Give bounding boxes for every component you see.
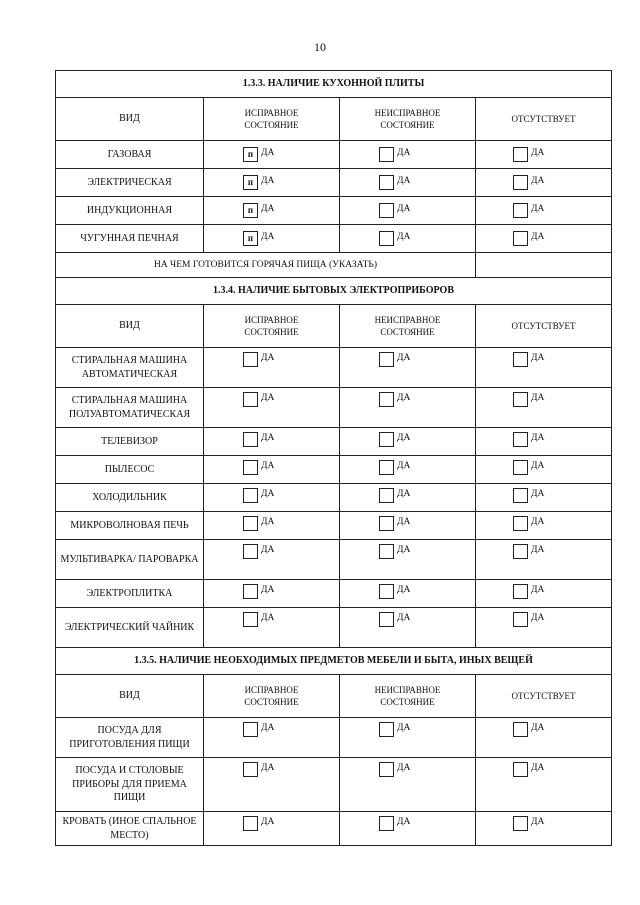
item-name: ПОСУДА ДЛЯ ПРИГОТОВЛЕНИЯ ПИЩИ [56, 718, 204, 758]
item-row [56, 718, 612, 758]
section_furniture-title-row [56, 648, 612, 675]
checkbox[interactable] [243, 392, 258, 407]
option-cell-working [204, 512, 340, 540]
option-cell-absent [476, 758, 612, 812]
option-cell-working [204, 718, 340, 758]
yes-label: ДА [531, 723, 545, 733]
option-cell-working [204, 169, 340, 197]
item-row [56, 540, 612, 580]
yes-label: ДА [531, 817, 545, 827]
checkbox[interactable] [513, 516, 528, 531]
checkbox[interactable] [243, 544, 258, 559]
checkbox[interactable]: п [243, 203, 258, 218]
yes-label: ДА [531, 148, 545, 158]
option-group [207, 460, 336, 475]
option-group [207, 147, 336, 162]
checkbox[interactable] [513, 231, 528, 246]
yes-label: ДА [397, 763, 411, 773]
yes-label: ДА [261, 393, 275, 403]
option-cell-working [204, 484, 340, 512]
item-name: ЭЛЕКТРИЧЕСКАЯ [56, 169, 204, 197]
checkbox[interactable] [243, 516, 258, 531]
section_appliances-title-row [56, 278, 612, 305]
option-cell-absent [476, 169, 612, 197]
option-group [207, 584, 336, 599]
yes-label: ДА [397, 517, 411, 527]
option-group [343, 488, 472, 503]
checkbox[interactable] [379, 816, 394, 831]
checkbox[interactable] [243, 816, 258, 831]
option-cell-broken [340, 197, 476, 225]
checkbox[interactable] [379, 612, 394, 627]
checkbox[interactable] [243, 612, 258, 627]
option-cell-absent [476, 608, 612, 648]
option-cell-broken [340, 169, 476, 197]
checkbox[interactable] [513, 722, 528, 737]
option-cell-broken [340, 540, 476, 580]
checkbox[interactable] [513, 392, 528, 407]
yes-label: ДА [261, 204, 275, 214]
option-cell-broken [340, 758, 476, 812]
yes-label: ДА [397, 585, 411, 595]
item-row [56, 348, 612, 388]
checkbox[interactable] [513, 584, 528, 599]
option-group [479, 203, 608, 218]
item-name: ТЕЛЕВИЗОР [56, 428, 204, 456]
item-name: ИНДУКЦИОННАЯ [56, 197, 204, 225]
yes-label: ДА [261, 723, 275, 733]
yes-label: ДА [531, 613, 545, 623]
item-row [56, 197, 612, 225]
option-cell-absent [476, 225, 612, 253]
option-group [343, 544, 472, 559]
cooking-note-label: НА ЧЕМ ГОТОВИТСЯ ГОРЯЧАЯ ПИЩА (УКАЗАТЬ) [56, 253, 476, 278]
checkbox[interactable] [379, 392, 394, 407]
column-header-broken: НЕИСПРАВНОЕ СОСТОЯНИЕ [340, 675, 476, 718]
option-cell-broken [340, 428, 476, 456]
option-group [207, 816, 336, 831]
checkbox[interactable] [513, 612, 528, 627]
checkbox[interactable] [513, 203, 528, 218]
yes-label: ДА [261, 461, 275, 471]
checkbox[interactable] [379, 460, 394, 475]
option-cell-working [204, 758, 340, 812]
checkbox[interactable] [513, 352, 528, 367]
option-group [343, 147, 472, 162]
option-group [207, 722, 336, 737]
option-group [343, 516, 472, 531]
checkbox[interactable] [243, 352, 258, 367]
option-cell-absent [476, 388, 612, 428]
yes-label: ДА [397, 148, 411, 158]
item-row [56, 388, 612, 428]
option-group [479, 175, 608, 190]
checkbox[interactable]: п [243, 175, 258, 190]
checkbox[interactable] [243, 722, 258, 737]
item-row [56, 484, 612, 512]
option-group [479, 392, 608, 407]
checkbox[interactable]: п [243, 231, 258, 246]
checkbox[interactable] [243, 460, 258, 475]
column-header-absent: ОТСУТСТВУЕТ [476, 305, 612, 348]
option-cell-working [204, 225, 340, 253]
yes-label: ДА [531, 585, 545, 595]
option-group [479, 147, 608, 162]
checkbox[interactable] [379, 584, 394, 599]
item-row [56, 141, 612, 169]
option-cell-working [204, 580, 340, 608]
yes-label: ДА [531, 545, 545, 555]
yes-label: ДА [531, 204, 545, 214]
yes-label: ДА [531, 232, 545, 242]
column-header-working: ИСПРАВНОЕ СОСТОЯНИЕ [204, 305, 340, 348]
yes-label: ДА [397, 489, 411, 499]
option-group [479, 612, 608, 627]
checkbox[interactable] [243, 488, 258, 503]
option-cell-absent [476, 580, 612, 608]
checkbox[interactable] [513, 544, 528, 559]
yes-label: ДА [531, 461, 545, 471]
yes-label: ДА [261, 148, 275, 158]
option-group [343, 392, 472, 407]
item-name: ПОСУДА И СТОЛОВЫЕ ПРИБОРЫ ДЛЯ ПРИЕМА ПИЩИ [56, 758, 204, 812]
checkbox[interactable] [513, 432, 528, 447]
option-cell-working [204, 388, 340, 428]
yes-label: ДА [531, 433, 545, 443]
checkbox[interactable]: п [243, 147, 258, 162]
yes-label: ДА [261, 232, 275, 242]
yes-label: ДА [531, 353, 545, 363]
column-header-type: ВИД [56, 98, 204, 141]
yes-label: ДА [397, 353, 411, 363]
yes-label: ДА [261, 517, 275, 527]
household-form-table [55, 70, 612, 846]
option-group [207, 203, 336, 218]
option-cell-absent [476, 812, 612, 846]
option-cell-broken [340, 225, 476, 253]
option-cell-broken [340, 388, 476, 428]
item-name: ХОЛОДИЛЬНИК [56, 484, 204, 512]
yes-label: ДА [261, 613, 275, 623]
option-group [479, 460, 608, 475]
section-title: 1.3.5. НАЛИЧИЕ НЕОБХОДИМЫХ ПРЕДМЕТОВ МЕБЕЛИ И БЫТА, ИНЫХ ВЕЩЕЙ [56, 648, 612, 675]
yes-label: ДА [261, 817, 275, 827]
item-name: ГАЗОВАЯ [56, 141, 204, 169]
checkbox[interactable] [379, 175, 394, 190]
checkbox[interactable] [379, 516, 394, 531]
yes-label: ДА [397, 204, 411, 214]
checkbox[interactable] [379, 352, 394, 367]
checkbox[interactable] [513, 488, 528, 503]
option-group [479, 816, 608, 831]
page-number: 10 [314, 40, 326, 54]
option-cell-broken [340, 608, 476, 648]
yes-label: ДА [531, 393, 545, 403]
option-group [207, 432, 336, 447]
option-group [207, 392, 336, 407]
option-cell-absent [476, 484, 612, 512]
option-cell-working [204, 348, 340, 388]
column-header-broken: НЕИСПРАВНОЕ СОСТОЯНИЕ [340, 305, 476, 348]
option-cell-absent [476, 348, 612, 388]
option-cell-absent [476, 141, 612, 169]
yes-label: ДА [397, 817, 411, 827]
checkbox[interactable] [379, 762, 394, 777]
option-group [343, 816, 472, 831]
yes-label: ДА [397, 461, 411, 471]
option-cell-broken [340, 348, 476, 388]
option-group [343, 175, 472, 190]
column-header-absent: ОТСУТСТВУЕТ [476, 98, 612, 141]
yes-label: ДА [261, 763, 275, 773]
checkbox[interactable] [379, 147, 394, 162]
item-row [56, 225, 612, 253]
column-header-type: ВИД [56, 305, 204, 348]
option-group [207, 231, 336, 246]
yes-label: ДА [261, 585, 275, 595]
option-group [343, 762, 472, 777]
checkbox[interactable] [513, 816, 528, 831]
yes-label: ДА [261, 489, 275, 499]
option-group [479, 516, 608, 531]
option-cell-working [204, 197, 340, 225]
checkbox[interactable] [379, 488, 394, 503]
yes-label: ДА [397, 433, 411, 443]
option-cell-broken [340, 512, 476, 540]
option-group [479, 488, 608, 503]
section_furniture-column-header-row [56, 675, 612, 718]
item-row [56, 580, 612, 608]
yes-label: ДА [261, 433, 275, 443]
option-cell-absent [476, 197, 612, 225]
option-cell-broken [340, 812, 476, 846]
yes-label: ДА [531, 517, 545, 527]
option-cell-absent [476, 428, 612, 456]
item-row [56, 512, 612, 540]
yes-label: ДА [261, 353, 275, 363]
option-group [479, 762, 608, 777]
option-group [343, 432, 472, 447]
column-header-working: ИСПРАВНОЕ СОСТОЯНИЕ [204, 675, 340, 718]
item-row [56, 758, 612, 812]
section-title: 1.3.3. НАЛИЧИЕ КУХОННОЙ ПЛИТЫ [56, 71, 612, 98]
option-group [479, 722, 608, 737]
checkbox[interactable] [379, 231, 394, 246]
checkbox[interactable] [513, 762, 528, 777]
option-group [343, 231, 472, 246]
yes-label: ДА [397, 393, 411, 403]
yes-label: ДА [261, 176, 275, 186]
yes-label: ДА [397, 176, 411, 186]
checkbox[interactable] [513, 175, 528, 190]
column-header-working: ИСПРАВНОЕ СОСТОЯНИЕ [204, 98, 340, 141]
checkbox[interactable] [513, 147, 528, 162]
checkbox[interactable] [243, 584, 258, 599]
item-row [56, 608, 612, 648]
section_stove-title-row [56, 71, 612, 98]
option-cell-broken [340, 484, 476, 512]
option-group [343, 722, 472, 737]
option-group [207, 762, 336, 777]
section_stove-column-header-row [56, 98, 612, 141]
option-group [207, 612, 336, 627]
yes-label: ДА [397, 613, 411, 623]
yes-label: ДА [397, 545, 411, 555]
item-name: МИКРОВОЛНОВАЯ ПЕЧЬ [56, 512, 204, 540]
checkbox[interactable] [243, 432, 258, 447]
column-header-type: ВИД [56, 675, 204, 718]
option-group [479, 584, 608, 599]
option-group [343, 203, 472, 218]
checkbox[interactable] [379, 432, 394, 447]
checkbox[interactable] [379, 722, 394, 737]
cooking-note-row [56, 253, 612, 278]
section-title: 1.3.4. НАЛИЧИЕ БЫТОВЫХ ЭЛЕКТРОПРИБОРОВ [56, 278, 612, 305]
option-cell-absent [476, 456, 612, 484]
yes-label: ДА [531, 489, 545, 499]
option-group [343, 612, 472, 627]
item-row [56, 812, 612, 846]
yes-label: ДА [397, 723, 411, 733]
item-name: СТИРАЛЬНАЯ МАШИНА АВТОМАТИЧЕСКАЯ [56, 348, 204, 388]
checkbox[interactable] [379, 203, 394, 218]
option-cell-working [204, 141, 340, 169]
yes-label: ДА [261, 545, 275, 555]
item-name: ЭЛЕКТРИЧЕСКИЙ ЧАЙНИК [56, 608, 204, 648]
item-name: ПЫЛЕСОС [56, 456, 204, 484]
option-group [479, 352, 608, 367]
option-cell-broken [340, 456, 476, 484]
option-cell-absent [476, 512, 612, 540]
option-group [479, 231, 608, 246]
cooking-note-answer-field[interactable] [476, 253, 612, 278]
checkbox[interactable] [379, 544, 394, 559]
option-group [207, 488, 336, 503]
option-group [207, 516, 336, 531]
option-cell-working [204, 608, 340, 648]
item-name: МУЛЬТИВАРКА/ ПАРОВАРКА [56, 540, 204, 580]
item-name: КРОВАТЬ (ИНОЕ СПАЛЬНОЕ МЕСТО) [56, 812, 204, 846]
option-group [343, 584, 472, 599]
yes-label: ДА [397, 232, 411, 242]
yes-label: ДА [531, 176, 545, 186]
option-cell-broken [340, 580, 476, 608]
option-cell-working [204, 428, 340, 456]
item-row [56, 428, 612, 456]
option-cell-absent [476, 718, 612, 758]
checkbox[interactable] [243, 762, 258, 777]
option-cell-working [204, 456, 340, 484]
option-cell-broken [340, 718, 476, 758]
option-group [207, 175, 336, 190]
option-cell-working [204, 540, 340, 580]
item-row [56, 456, 612, 484]
item-name: ЧУГУННАЯ ПЕЧНАЯ [56, 225, 204, 253]
option-group [207, 544, 336, 559]
option-cell-working [204, 812, 340, 846]
section_appliances-column-header-row [56, 305, 612, 348]
option-group [479, 544, 608, 559]
option-group [207, 352, 336, 367]
checkbox[interactable] [513, 460, 528, 475]
column-header-broken: НЕИСПРАВНОЕ СОСТОЯНИЕ [340, 98, 476, 141]
option-group [343, 352, 472, 367]
option-group [479, 432, 608, 447]
column-header-absent: ОТСУТСТВУЕТ [476, 675, 612, 718]
option-cell-broken [340, 141, 476, 169]
item-row [56, 169, 612, 197]
item-name: СТИРАЛЬНАЯ МАШИНА ПОЛУАВТОМАТИЧЕСКАЯ [56, 388, 204, 428]
yes-label: ДА [531, 763, 545, 773]
item-name: ЭЛЕКТРОПЛИТКА [56, 580, 204, 608]
option-cell-absent [476, 540, 612, 580]
option-group [343, 460, 472, 475]
